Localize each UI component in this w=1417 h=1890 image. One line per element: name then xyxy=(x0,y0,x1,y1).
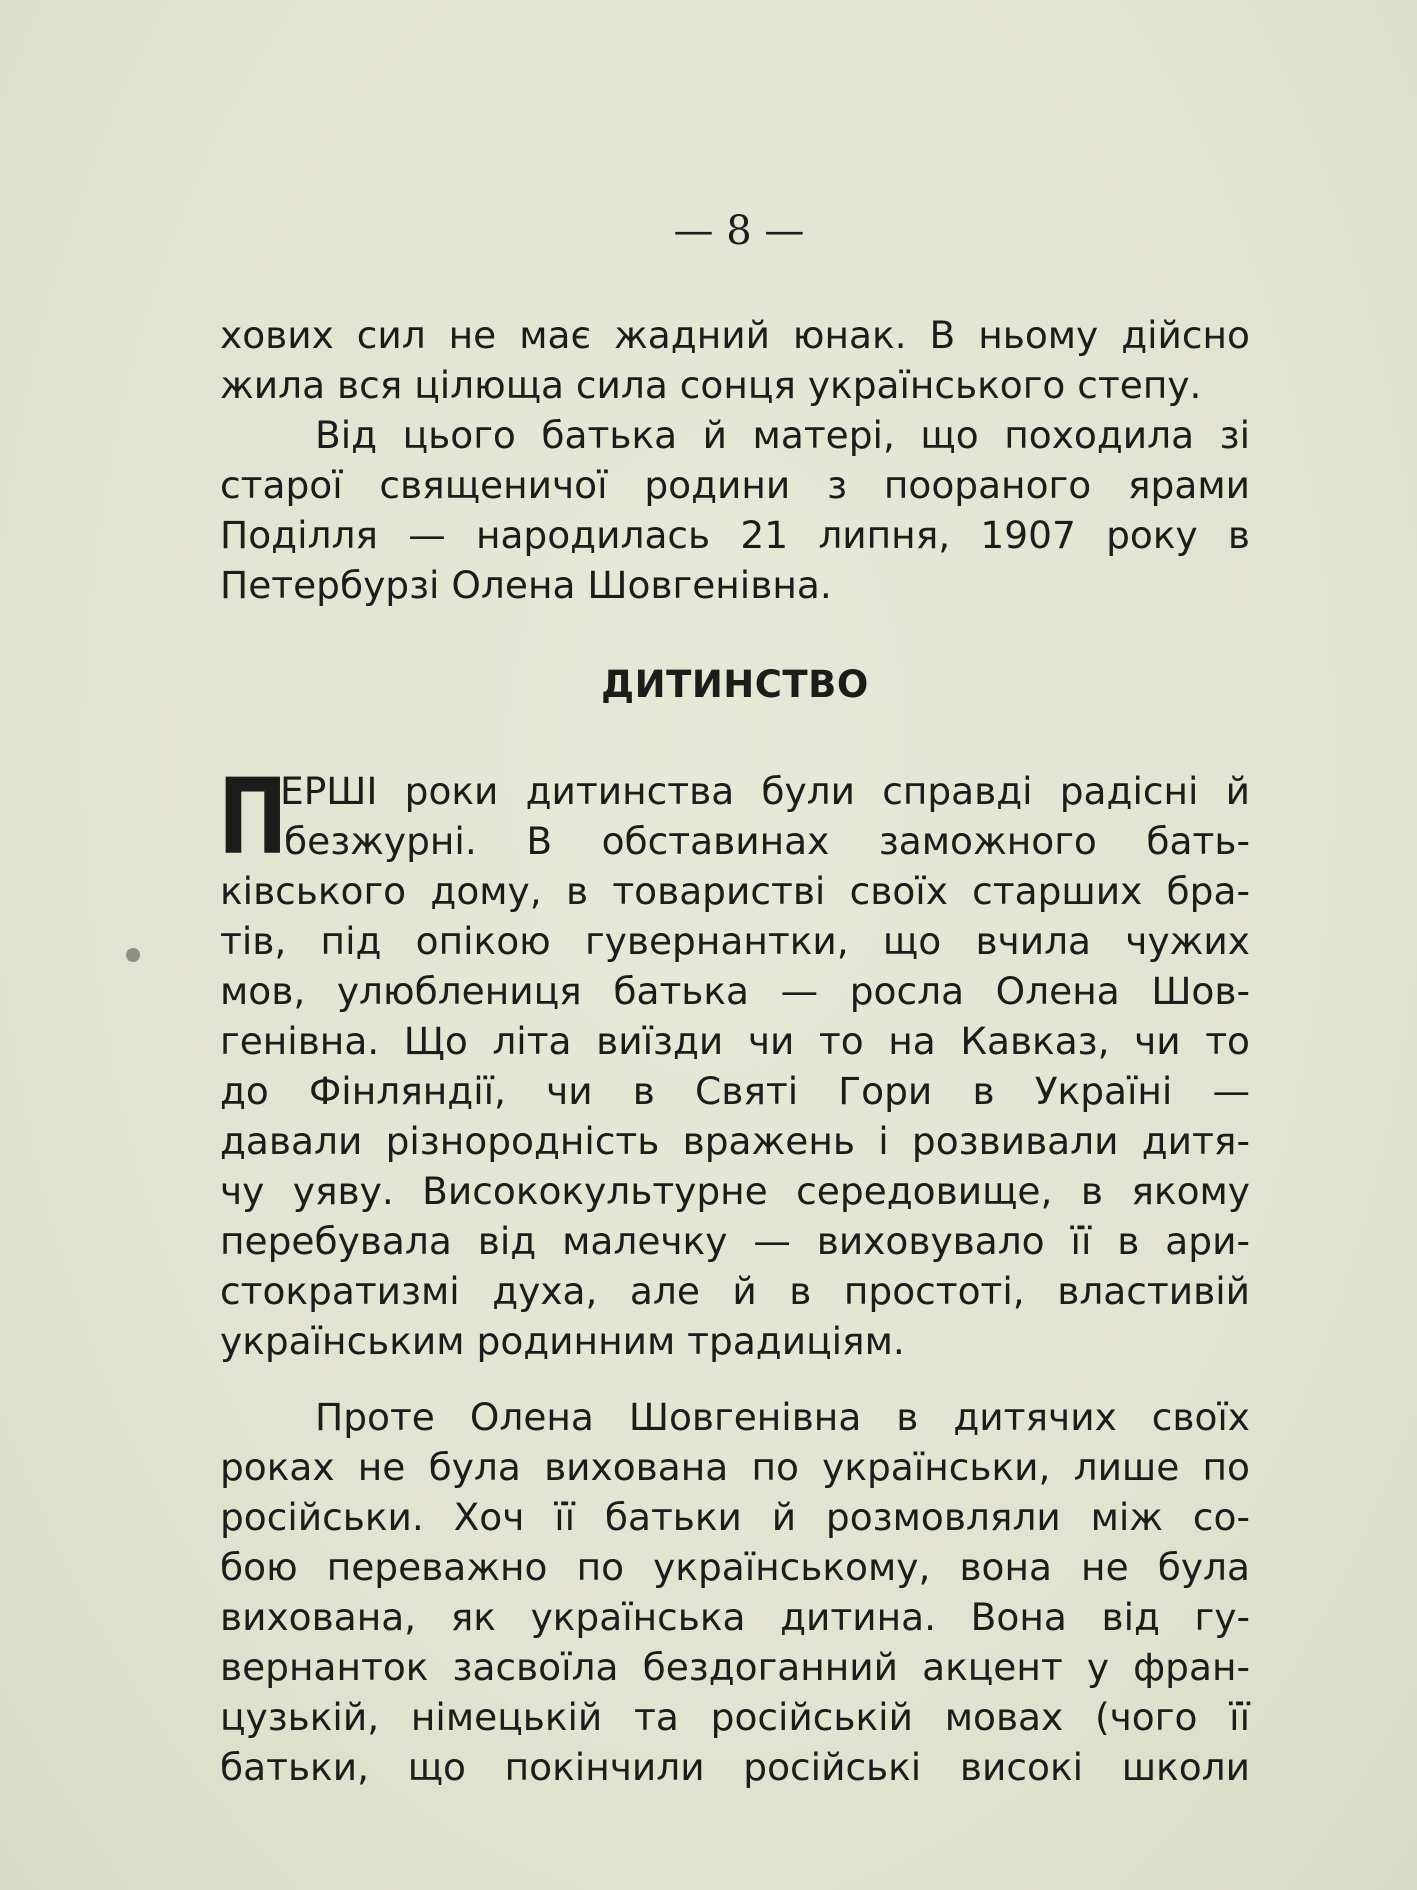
text-line: перебувала від малечку — виховувало її в ари- xyxy=(220,1219,1250,1263)
text-line: жила вся цілюща сила сонця українського степу. xyxy=(220,363,1202,407)
intro-paragraph xyxy=(220,310,1250,410)
text-line: Проте Олена Шовгенівна в дитячих своїх xyxy=(315,1395,1250,1439)
text-line: ховиx сил не має жадний юнак. В ньому дійсно xyxy=(220,313,1250,357)
text-line: ЕРШІ роки дитинства були справді радісні й xyxy=(280,769,1250,813)
text-line: російськи. Хоч її батьки й розмовляли між со- xyxy=(220,1495,1250,1539)
text-line: чу уяву. Висококультурне середовище, в якому xyxy=(220,1169,1250,1213)
text-line: безжурні. В обставинах заможного бать- xyxy=(284,819,1250,863)
section-heading: ДИТИНСТВО xyxy=(601,663,869,706)
paragraph-birth xyxy=(220,410,1250,610)
page-text xyxy=(220,206,1250,1792)
text-line: Поділля — народилась 21 липня, 1907 року в xyxy=(220,513,1250,557)
text-line: стократизмі духа, але й в простоті, властивій xyxy=(220,1269,1250,1313)
paper-speck xyxy=(126,948,140,962)
text-line: старої священичої родини з пooраного ярами xyxy=(220,463,1250,507)
text-line: батьки, що покінчили російські високі школи xyxy=(220,1745,1250,1789)
text-line: вихована, як українська дитина. Вона від гу- xyxy=(220,1595,1250,1639)
page-number: — 8 — xyxy=(673,208,805,254)
text-line: мов, улюблениця батька — росла Олена Шов- xyxy=(220,969,1250,1013)
drop-cap: П xyxy=(218,756,288,878)
text-line: роках не була вихована по українськи, лише по xyxy=(220,1445,1250,1489)
text-line: українським родинним традиціям. xyxy=(220,1319,905,1363)
text-line: вернанток засвоїла бездоганний акцент у фран- xyxy=(220,1645,1250,1689)
text-line: до Фінляндії, чи в Святі Гори в Україні — xyxy=(220,1069,1250,1113)
text-line: давали різнородність вражень і розвивали дитя- xyxy=(220,1119,1250,1163)
paragraph-childhood xyxy=(218,756,1250,1366)
text-line: бою переважно по українському, вона не була xyxy=(220,1545,1250,1589)
text-line: цузькій, німецькій та російській мовах (чого її xyxy=(220,1695,1250,1739)
paragraph-gap xyxy=(220,1366,1250,1392)
text-line: тів, під опікою гувернантки, що вчила чужих xyxy=(220,919,1250,963)
text-line: Петербурзі Олена Шовгенівна. xyxy=(220,563,832,607)
text-line: Від цього батька й матері, що походила зі xyxy=(315,413,1250,457)
text-line: генівна. Що літа виїзди чи то на Кавказ, чи то xyxy=(220,1019,1250,1063)
text-line: ківського дому, в товаристві своїх старших бра- xyxy=(220,869,1250,913)
paragraph-upbringing xyxy=(220,1392,1250,1792)
